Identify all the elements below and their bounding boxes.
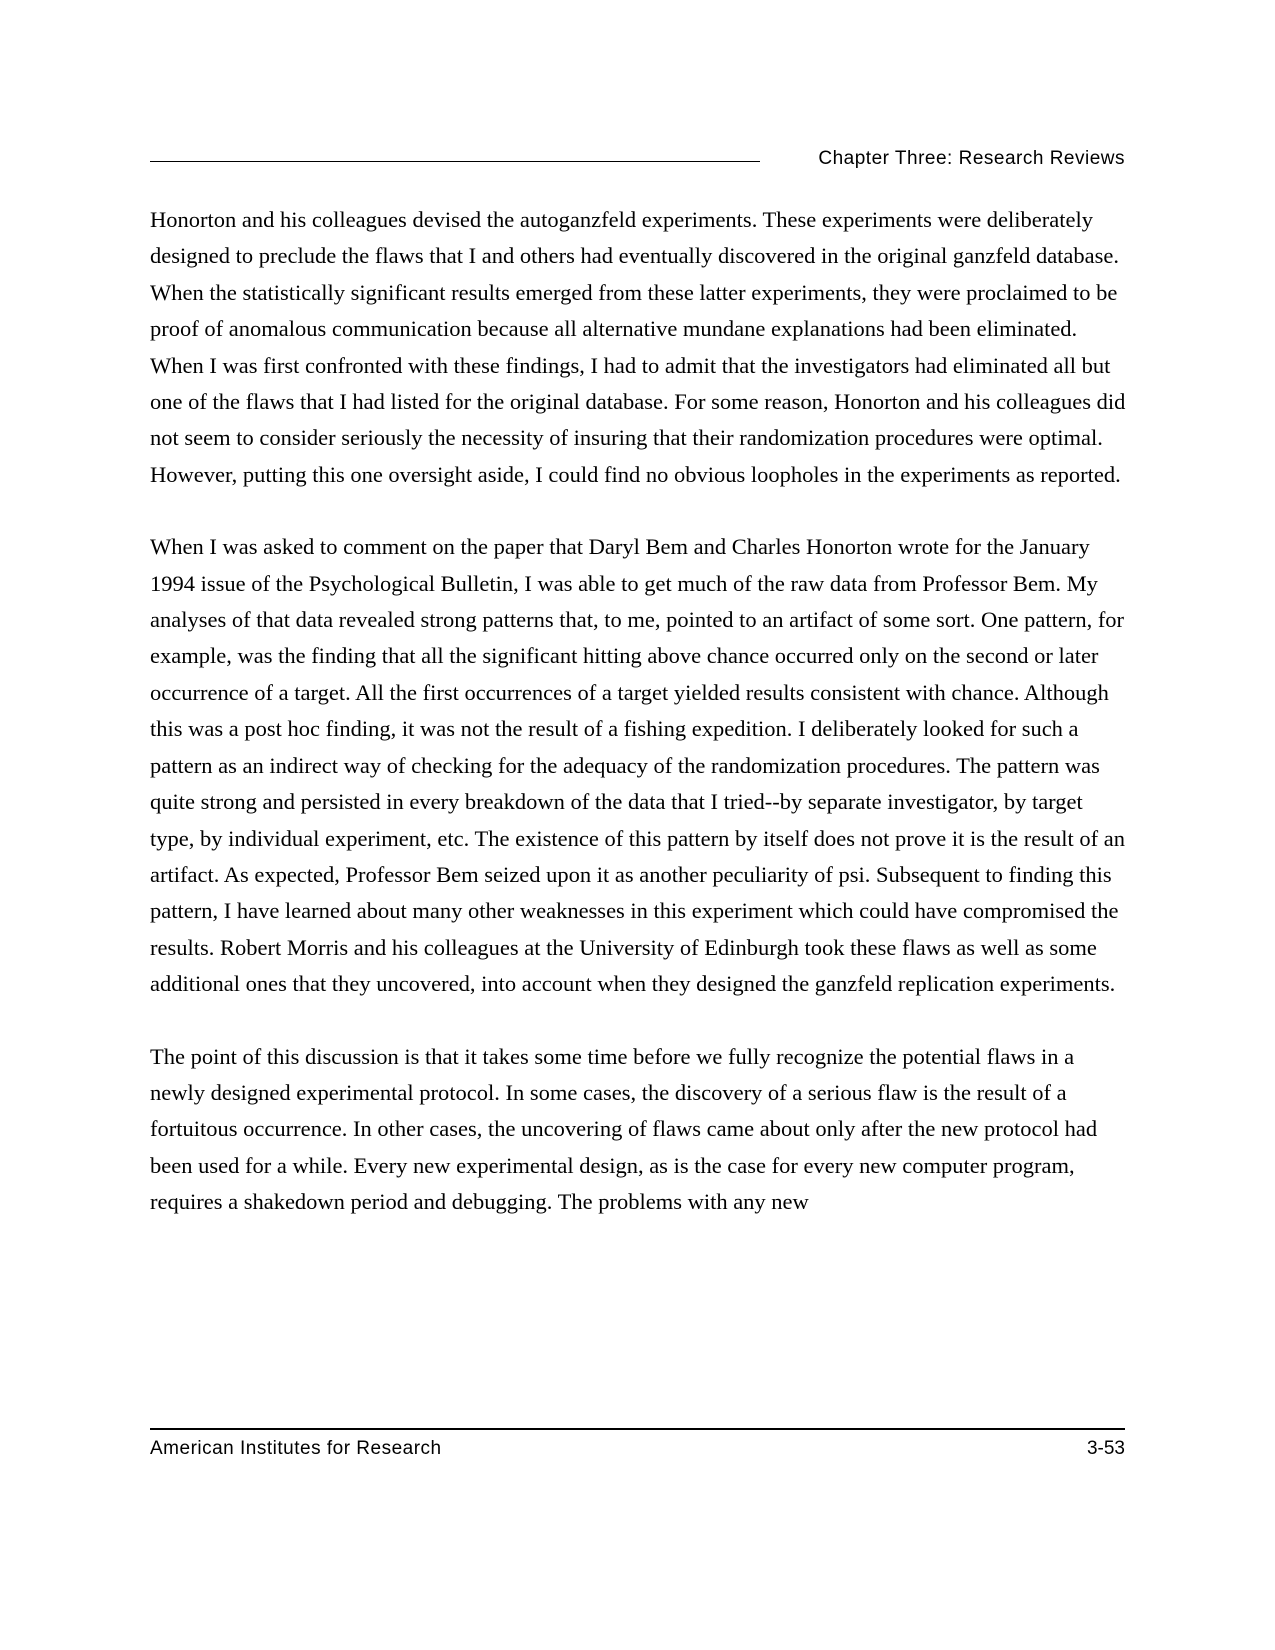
running-header (150, 148, 1125, 172)
paragraph: The point of this discussion is that it takes some time before we fully recognize the potential flaws in a newly designed experimental protocol. In some cases, the discovery of a serious flaw is the result of a fortuitous occurrence. In other cases, the uncovering of flaws came about only after the new protocol had been used for a while. Every new experimental design, as is the case for every new computer program, requires a shakedown period and debugging. The problems with any new (150, 1043, 1098, 1215)
paragraph: When I was asked to comment on the paper that Daryl Bem and Charles Honorton wrote for the January 1994 issue of the Psychological Bulletin, I was able to get much of the raw data from Professor Bem. My analyses of that data revealed strong patterns that, to me, pointed to an artifact of some sort. One pattern, for example, was the finding that all the significant hitting above chance occurred only on the second or later occurrence of a target. All the first occurrences of a target yielded results consistent with chance. Although this was a post hoc finding, it was not the result of a fishing expedition. I deliberately looked for such a pattern as an indirect way of checking for the adequacy of the randomization procedures. The pattern was quite strong and persisted in every breakdown of the data that I tried--by separate investigator, by target type, by individual experiment, etc. The existence of this pattern by itself does not prove it is the result of an artifact. As expected, Professor Bem seized upon it as another peculiarity of psi. Subsequent to finding this pattern, I have learned about many other weaknesses in this experiment which could have compromised the results. Robert Morris and his colleagues at the University of Edinburgh took these flaws as well as some additional ones that they uncovered, into account when they designed the ganzfeld replication experiments. (150, 534, 1125, 997)
paragraph: Honorton and his colleagues devised the autoganzfeld experiments. These experiments were deliberately designed to preclude the flaws that I and others had eventually discovered in the original ganzfeld database. When the statistically significant results emerged from these latter experiments, they were proclaimed to be proof of anomalous communication because all alternative mundane explanations had been eliminated. When I was first confronted with these findings, I had to admit that the investigators had eliminated all but one of the flaws that I had listed for the original database. For some reason, Honorton and his colleagues did not seem to consider seriously the necessity of insuring that their randomization procedures were optimal. However, putting this one oversight aside, I could find no obvious loopholes in the experiments as reported. (150, 207, 1126, 487)
running-footer (150, 1428, 1125, 1468)
page-number: 3-53 (1086, 1438, 1125, 1459)
header-rule (150, 161, 760, 162)
footer-rule (150, 1428, 1125, 1430)
footer-organization: American Institutes for Research (150, 1438, 442, 1459)
chapter-title: Chapter Three: Research Reviews (818, 148, 1125, 169)
body-text (150, 202, 1130, 1257)
